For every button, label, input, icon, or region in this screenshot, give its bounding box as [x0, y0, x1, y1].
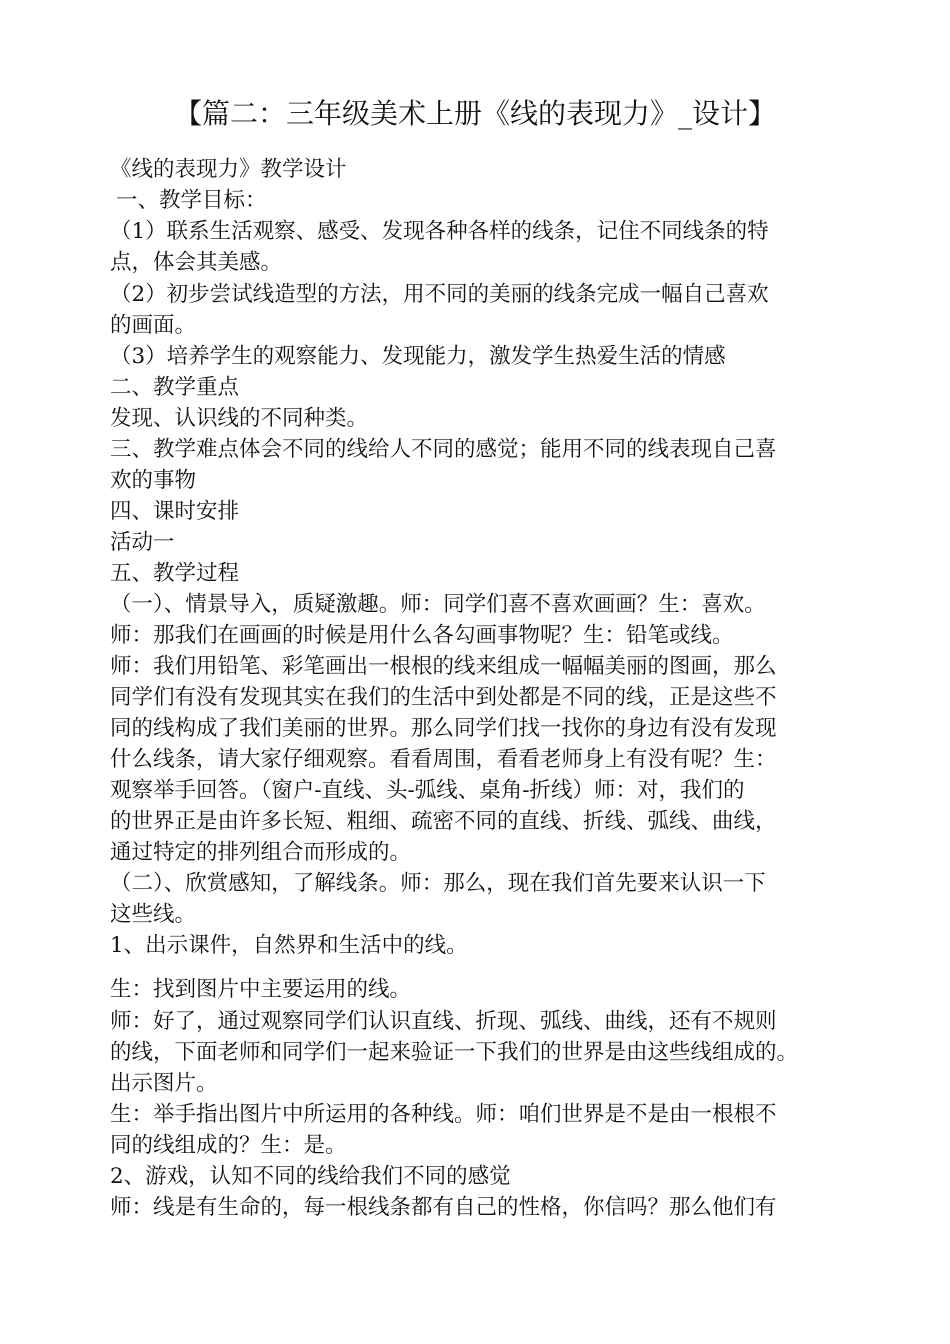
text-line: 什么线条，请大家仔细观察。看看周围，看看老师身上有没有呢？生： [110, 747, 777, 772]
text-line: 活动一 [110, 530, 175, 555]
text-line: 1、出示课件，自然界和生活中的线。 [110, 933, 468, 958]
text-line: （3）培养学生的观察能力、发现能力，激发学生热爱生活的情感 [110, 344, 726, 369]
text-line: 这些线。 [110, 902, 197, 927]
text-line: （2）初步尝试线造型的方法，用不同的美丽的线条完成一幅自己喜欢 [110, 282, 769, 307]
text-line: （二）、欣赏感知，了解线条。师：那么，现在我们首先要来认识一下 [110, 871, 766, 896]
text-line: 同的线组成的？生：是。 [110, 1133, 347, 1158]
text-line: 的线，下面老师和同学们一起来验证一下我们的世界是由这些线组成的。 [110, 1040, 799, 1065]
text-line: 观察举手回答。（窗户-直线、头-弧线、桌角-折线）师：对，我们的 [110, 778, 745, 803]
document-title: 【篇二：三年级美术上册《线的表现力》_设计】 [173, 97, 776, 130]
text-line: 二、教学重点 [110, 375, 240, 400]
text-line: 出示图片。 [110, 1071, 218, 1096]
text-line: 的世界正是由许多长短、粗细、疏密不同的直线、折线、弧线、曲线， [110, 809, 777, 834]
text-line: 欢的事物 [110, 468, 197, 493]
text-line: 五、教学过程 [110, 561, 240, 586]
text-line: 通过特定的排列组合而形成的。 [110, 840, 412, 865]
text-line: 同的线构成了我们美丽的世界。那么同学们找一找你的身边有没有发现 [110, 716, 777, 741]
text-line: 生：找到图片中主要运用的线。 [110, 977, 412, 1002]
text-line: 四、课时安排 [110, 499, 240, 524]
text-line: 师：那我们在画画的时候是用什么各勾画事物呢？生：铅笔或线。 [110, 623, 734, 648]
text-line: （一）、情景导入，质疑激趣。师：同学们喜不喜欢画画？生：喜欢。 [110, 592, 766, 617]
text-line: 师：好了，通过观察同学们认识直线、折现、弧线、曲线，还有不规则 [110, 1009, 777, 1034]
text-line: 一、教学目标： [116, 188, 267, 213]
text-line: 《线的表现力》教学设计 [110, 157, 347, 182]
text-line: 生：举手指出图片中所运用的各种线。师：咱们世界是不是由一根根不 [110, 1102, 777, 1127]
text-line: （1）联系生活观察、感受、发现各种各样的线条，记住不同线条的特 [110, 219, 769, 244]
text-line: 2、游戏，认知不同的线给我们不同的感觉 [110, 1164, 511, 1189]
text-line: 三、教学难点体会不同的线给人不同的感觉；能用不同的线表现自己喜 [110, 437, 777, 462]
text-line: 点，体会其美感。 [110, 250, 283, 275]
text-line: 师：我们用铅笔、彩笔画出一根根的线来组成一幅幅美丽的图画，那么 [110, 654, 777, 679]
text-line: 师：线是有生命的，每一根线条都有自己的性格，你信吗？那么他们有 [110, 1195, 777, 1220]
text-line: 的画面。 [110, 313, 197, 338]
text-line: 发现、认识线的不同种类。 [110, 406, 369, 431]
text-line: 同学们有没有发现其实在我们的生活中到处都是不同的线，正是这些不 [110, 685, 777, 710]
